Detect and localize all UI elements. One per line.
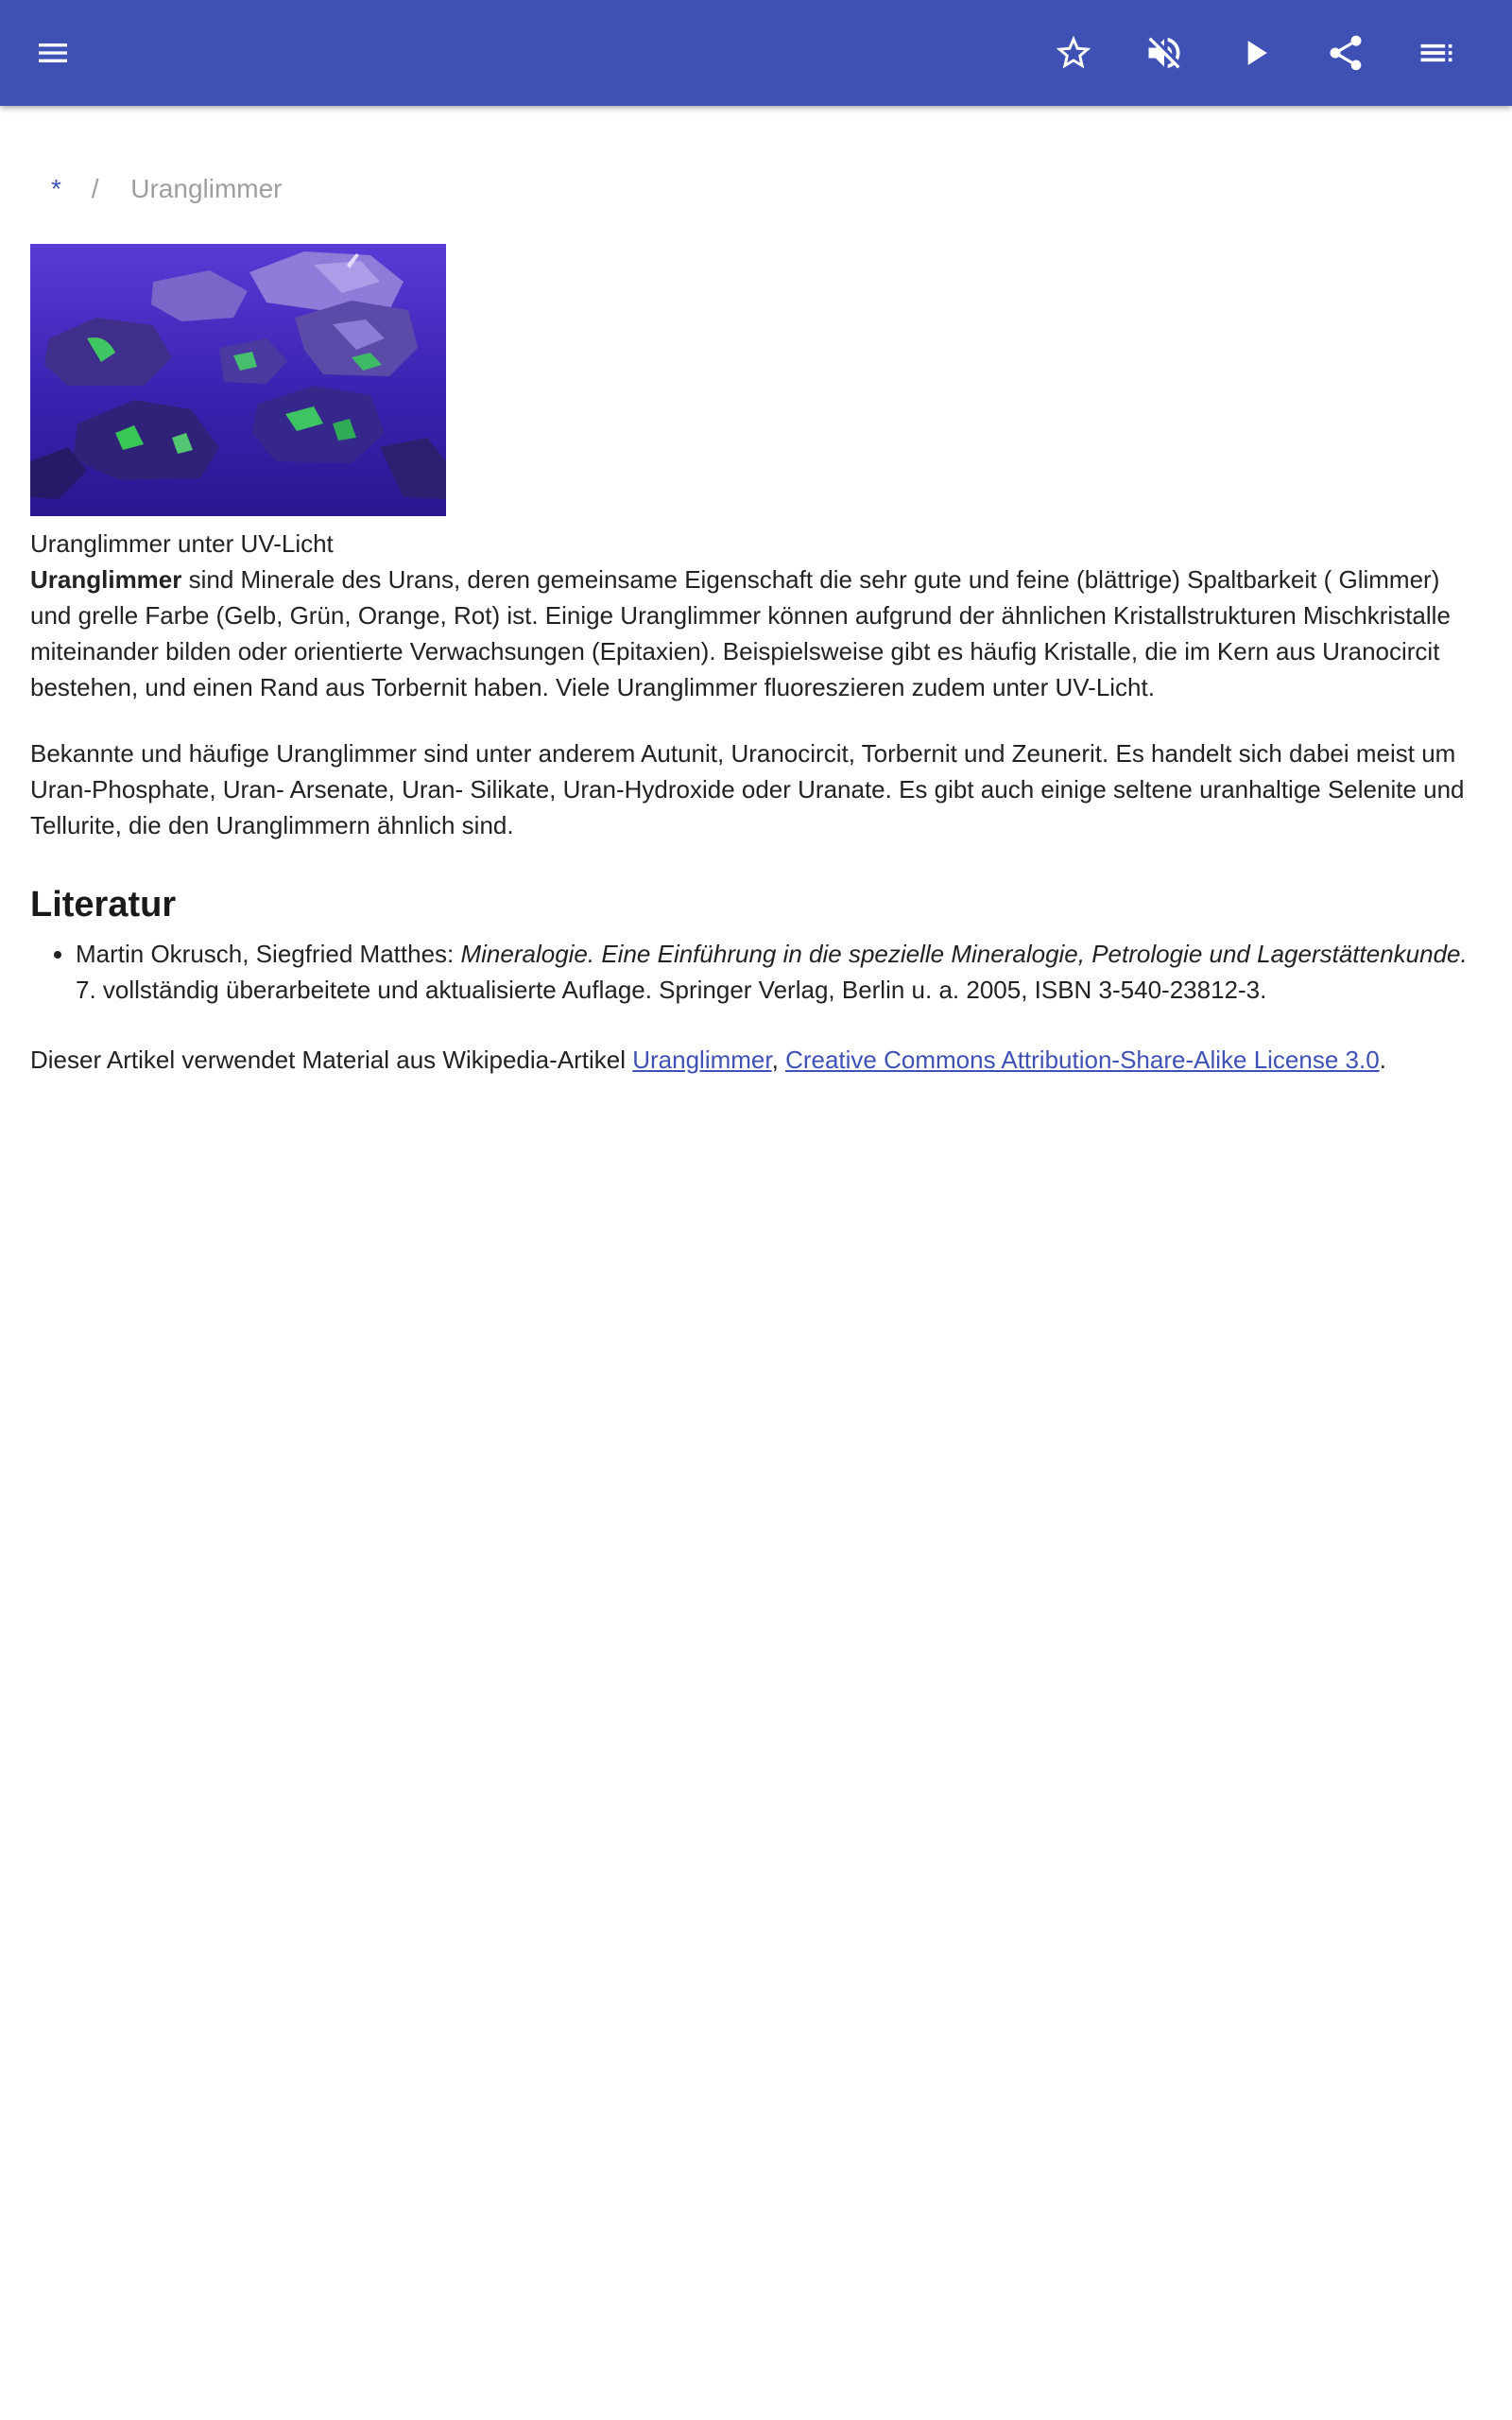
article-image[interactable] <box>30 244 446 516</box>
reference-item <box>76 936 1482 1008</box>
playlist-icon <box>1416 32 1457 74</box>
menu-button[interactable] <box>26 26 79 79</box>
license-link[interactable]: Creative Commons Attribution-Share-Alike License 3.0 <box>785 1046 1380 1074</box>
reference-details: 7. vollständig überarbeitete und aktualisierte Auflage. Springer Verlag, Berlin u. a. 2005, ISBN 3-540-23812-3. <box>76 976 1267 1004</box>
volume-off-icon <box>1143 32 1185 74</box>
reference-title: Mineralogie. Eine Einführung in die spezielle Mineralogie, Petrologie und Lagerstättenkunde. <box>460 940 1468 968</box>
paragraph-minerals: Bekannte und häufige Uranglimmer sind unter anderem Autunit, Uranocircit, Torbernit und Zeunerit. Es handelt sich dabei meist um Uran-Phosphate, Uran- Arsenate, Uran- Silikate, Uran-Hydroxide oder Uranate. Es gibt auch einige seltene uranhaltige Selenite und Tellurite, die den Uranglimmern ähnlich sind. <box>30 739 1465 839</box>
term-bold: Uranglimmer <box>30 565 182 594</box>
share-icon <box>1325 32 1366 74</box>
reference-list <box>30 936 1482 1008</box>
breadcrumb-current: Uranglimmer <box>130 174 283 203</box>
favorite-button[interactable] <box>1047 26 1100 79</box>
paragraph-intro-text: sind Minerale des Urans, deren gemeinsame Eigenschaft die sehr gute und feine (blättrige) Spaltbarkeit ( Glimmer) und grelle Farbe (Gelb, Grün, Orange, Rot) ist. Einige Uranglimmer können aufgrund der ähnlichen Kristallstrukturen Mischkristalle miteinander bilden oder orientierte Verwachsungen (Epitaxien). Beispielsweise gibt es häufig Kristalle, die im Kern aus Uranocircit bestehen, und einen Rand aus Torbernit haben. Viele Uranglimmer fluoreszieren zudem unter UV-Licht. <box>30 565 1451 701</box>
attribution-comma: , <box>771 1046 786 1074</box>
section-heading-literatur: Literatur <box>30 885 177 925</box>
breadcrumb-separator: / <box>91 174 99 203</box>
table-of-contents-button[interactable] <box>1410 26 1463 79</box>
breadcrumb <box>30 170 1482 208</box>
play-icon <box>1234 32 1276 74</box>
breadcrumb-home-link[interactable]: * <box>51 174 61 203</box>
play-button[interactable] <box>1228 26 1281 79</box>
mute-button[interactable] <box>1138 26 1191 79</box>
wikipedia-article-link[interactable]: Uranglimmer <box>632 1046 772 1074</box>
attribution <box>30 1042 1482 1078</box>
image-caption: Uranglimmer unter UV-Licht <box>30 529 334 558</box>
menu-icon <box>34 34 72 72</box>
uv-minerals-photo <box>30 244 446 516</box>
reference-authors: Martin Okrusch, Siegfried Matthes: <box>76 940 461 968</box>
attribution-end: . <box>1379 1046 1386 1074</box>
share-button[interactable] <box>1319 26 1372 79</box>
article-content <box>30 106 1482 1078</box>
attribution-prefix: Dieser Artikel verwendet Material aus Wikipedia-Artikel <box>30 1046 633 1074</box>
paragraph-intro <box>30 562 1482 705</box>
star-outline-icon <box>1053 32 1094 74</box>
app-toolbar <box>0 0 1512 106</box>
